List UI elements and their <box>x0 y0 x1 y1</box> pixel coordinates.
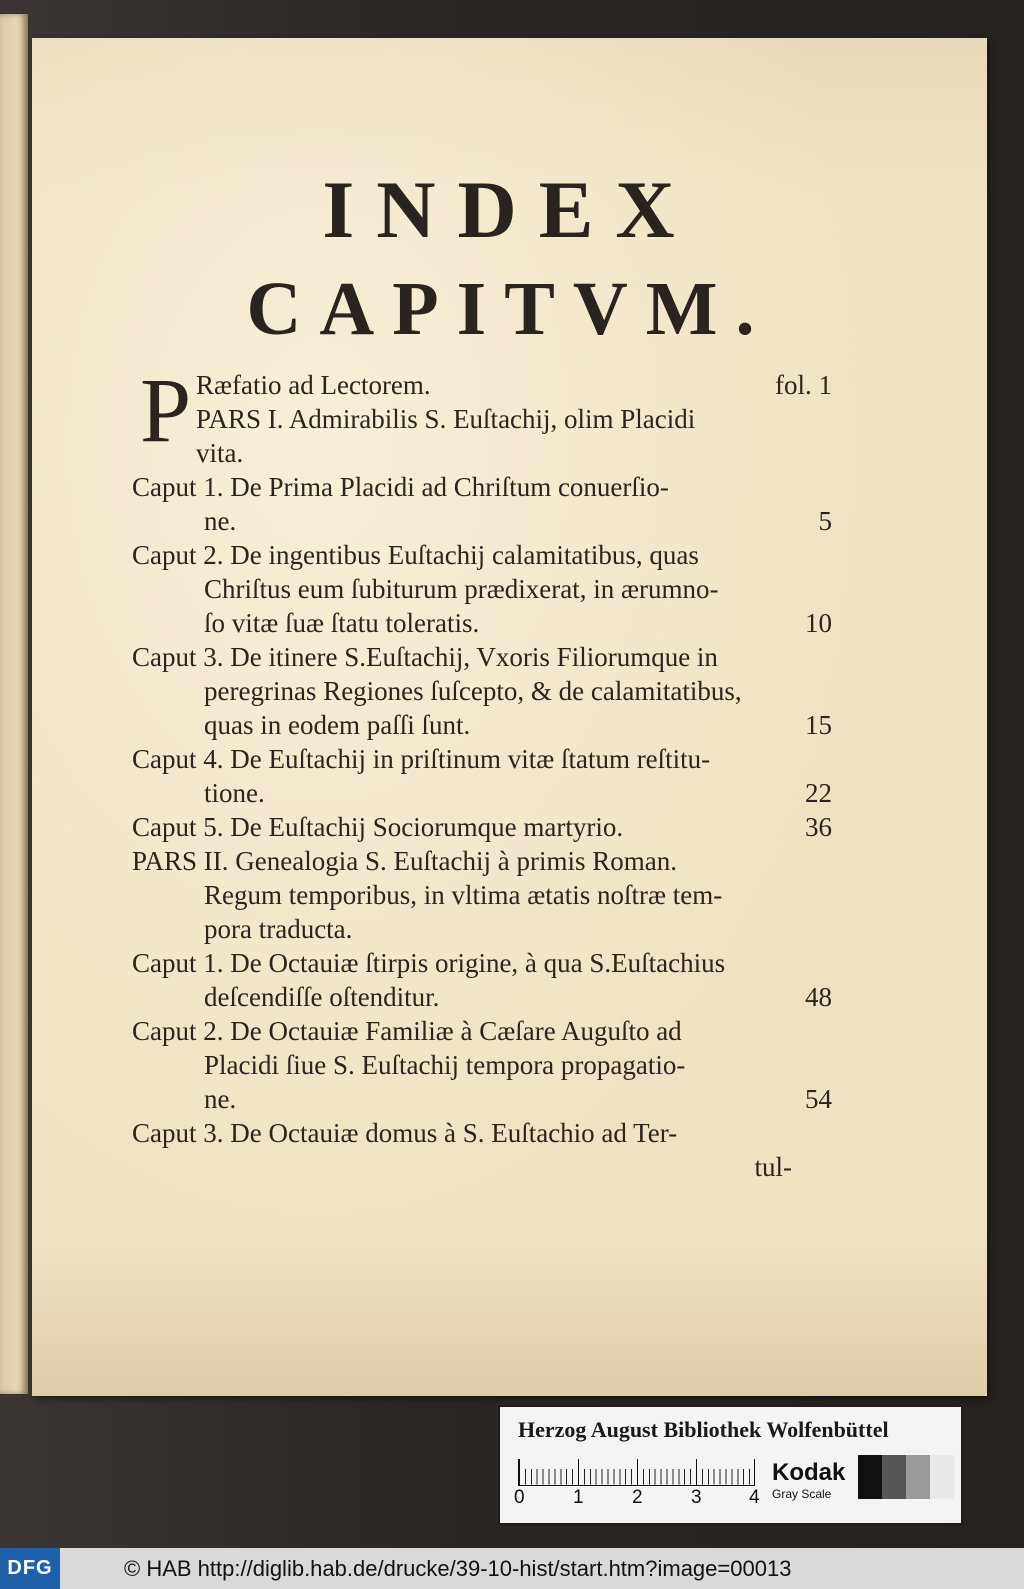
library-name: Herzog August Bibliothek Wolfenbüttel <box>518 1417 889 1442</box>
page-title: INDEX <box>322 164 697 255</box>
entry-text: vita. <box>196 438 244 468</box>
entry-page: 22 <box>805 778 832 808</box>
ruler-tick <box>519 1459 520 1485</box>
index-entry <box>132 538 832 572</box>
book-page <box>32 38 987 1396</box>
index-entry <box>132 810 832 844</box>
entry-text: Caput 2. De Octauiæ Familiæ à Cæſare Auguſto ad <box>132 1016 682 1046</box>
index-entry <box>132 402 832 436</box>
entry-text: Regum temporibus, in vltima ætatis noſtræ tem- <box>204 880 723 910</box>
facing-page-edge <box>0 14 28 1394</box>
index-entry <box>132 1116 832 1150</box>
ruler-tick <box>578 1459 579 1485</box>
index-entry <box>132 368 832 402</box>
entry-text: ne. <box>204 506 237 536</box>
gray-swatch <box>930 1455 954 1499</box>
index-entry <box>132 436 832 470</box>
entry-text: ſo vitæ ſuæ ſtatu toleratis. <box>204 608 480 638</box>
index-entry <box>132 1048 832 1082</box>
ruler-number: 0 <box>514 1487 525 1508</box>
dfg-logo: DFG <box>0 1548 60 1589</box>
entry-text: deſcendiſſe oſtenditur. <box>204 982 440 1012</box>
kodak-logo: Kodak <box>772 1459 846 1486</box>
entry-text: Placidi ſiue S. Euſtachij tempora propagatio- <box>204 1050 686 1080</box>
index-entry <box>132 674 832 708</box>
ruler-number: 4 <box>749 1487 760 1508</box>
entry-text: PARS I. Admirabilis S. Euſtachij, olim Placidi <box>196 404 696 434</box>
ruler-number: 2 <box>632 1487 643 1508</box>
entry-page: 5 <box>818 506 832 536</box>
entry-text: Caput 4. De Euſtachij in priſtinum vitæ ſtatum reſtitu- <box>132 744 711 774</box>
entry-page: 54 <box>805 1084 832 1114</box>
color-calibration-card <box>498 1405 963 1525</box>
ruler-tick <box>754 1459 755 1485</box>
entry-text: quas in eodem paſſi ſunt. <box>204 710 471 740</box>
entry-text: Caput 2. De ingentibus Euſtachij calamitatibus, quas <box>132 540 699 570</box>
catchword <box>132 1150 832 1184</box>
index-entry <box>132 844 832 878</box>
index-entry <box>132 878 832 912</box>
index-entry <box>132 742 832 776</box>
entry-text: Caput 1. De Octauiæ ſtirpis origine, à qua S.Euſtachius <box>132 948 726 978</box>
ruler-tick <box>696 1459 697 1485</box>
viewer-footer <box>0 1548 1024 1589</box>
drop-cap: P <box>140 359 192 461</box>
index-entry <box>132 980 832 1014</box>
index-entry <box>132 946 832 980</box>
gray-swatch <box>906 1455 930 1499</box>
entry-page: 15 <box>805 710 832 740</box>
entry-text: Chriſtus eum ſubiturum prædixerat, in ærumno- <box>204 574 719 604</box>
page-subtitle: CAPITVM. <box>246 267 773 351</box>
entry-page: 48 <box>805 982 832 1012</box>
index-entry <box>132 470 832 504</box>
entry-text: peregrinas Regiones ſuſcepto, & de calamitatibus, <box>204 676 742 706</box>
entry-text: Caput 3. De itinere S.Euſtachij, Vxoris Filiorumque in <box>132 642 718 672</box>
entry-page: 10 <box>805 608 832 638</box>
index-entry <box>132 912 832 946</box>
chapter-index-list <box>132 359 832 1184</box>
ruler-number: 1 <box>573 1487 584 1508</box>
entry-text: ne. <box>204 1084 237 1114</box>
index-entry <box>132 776 832 810</box>
entry-text: Caput 3. De Octauiæ domus à S. Euſtachio ad Ter- <box>132 1118 678 1148</box>
entry-page: fol. 1 <box>775 370 832 400</box>
entry-text: Caput 5. De Euſtachij Sociorumque martyrio. <box>132 812 624 842</box>
index-entry <box>132 708 832 742</box>
entry-text: Caput 1. De Prima Placidi ad Chriſtum conuerſio- <box>132 472 669 502</box>
gray-swatch <box>882 1455 906 1499</box>
entry-text: tione. <box>204 778 265 808</box>
index-entry <box>132 640 832 674</box>
measurement-ruler <box>518 1459 755 1486</box>
index-entry <box>132 606 832 640</box>
catchword-text: tul- <box>754 1152 792 1182</box>
index-entry <box>132 1082 832 1116</box>
entry-page: 36 <box>805 812 832 842</box>
index-entry <box>132 572 832 606</box>
gray-scale-label: Gray Scale <box>772 1487 832 1501</box>
ruler-number: 3 <box>691 1487 702 1508</box>
index-entry <box>132 1014 832 1048</box>
gray-swatches <box>858 1455 954 1499</box>
ruler-tick <box>637 1459 638 1485</box>
gray-swatch <box>858 1455 882 1499</box>
entry-text: pora traducta. <box>204 914 353 944</box>
entry-text: PARS II. Genealogia S. Euſtachij à primis Roman. <box>132 846 677 876</box>
index-entry <box>132 504 832 538</box>
copyright-link[interactable]: © HAB http://diglib.hab.de/drucke/39-10-hist/start.htm?image=00013 <box>124 1556 792 1581</box>
entry-text: Ræfatio ad Lectorem. <box>196 370 431 400</box>
